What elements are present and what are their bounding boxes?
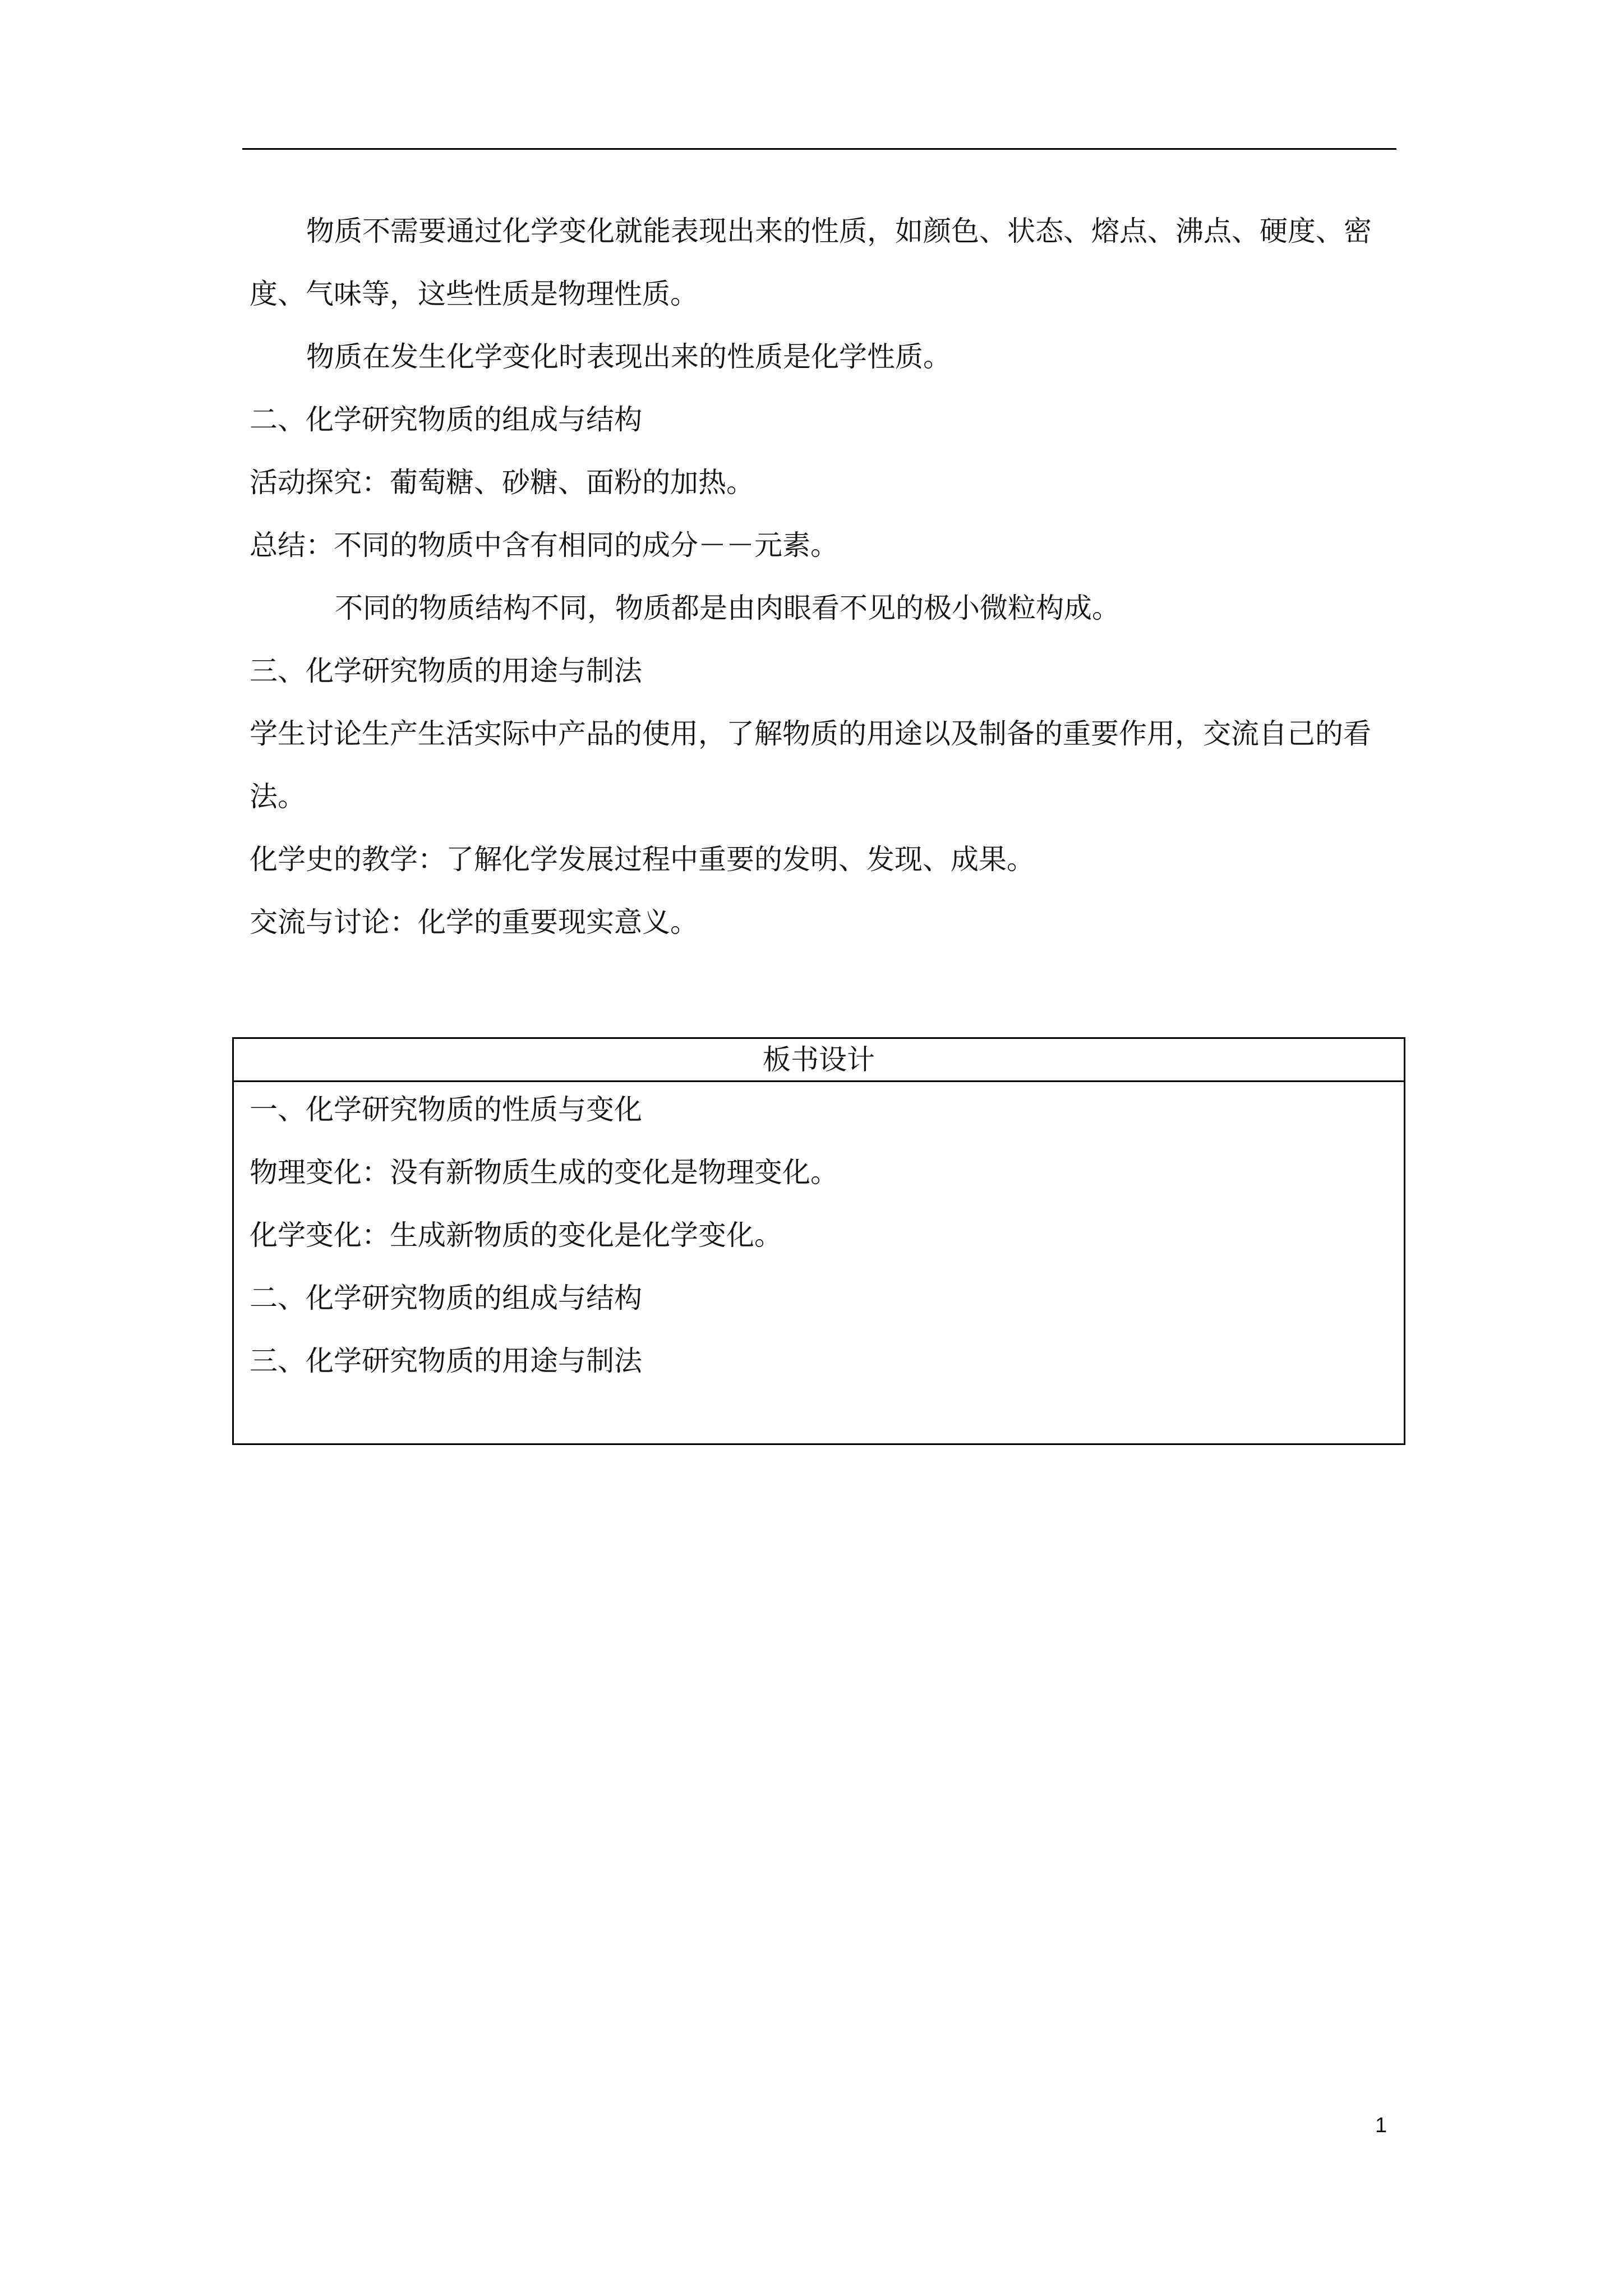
board-design-title: 板书设计 — [234, 1039, 1404, 1082]
paragraph-physical-properties: 物质不需要通过化学变化就能表现出来的性质，如颜色、状态、熔点、沸点、硬度、密 — [306, 215, 1372, 247]
paragraph-structure: 不同的物质结构不同，物质都是由肉眼看不见的极小微粒构成。 — [335, 592, 1120, 624]
page-number: 1 — [1375, 2114, 1387, 2137]
section-heading-uses: 三、化学研究物质的用途与制法 — [250, 655, 642, 687]
paragraph-chemical-properties: 物质在发生化学变化时表现出来的性质是化学性质。 — [306, 341, 951, 373]
paragraph-history: 化学史的教学：了解化学发展过程中重要的发明、发现、成果。 — [250, 843, 1035, 876]
board-design-table — [232, 1037, 1405, 1445]
board-line-composition: 二、化学研究物质的组成与结构 — [250, 1282, 642, 1314]
paragraph-physical-properties-cont: 度、气味等，这些性质是物理性质。 — [250, 278, 698, 310]
paragraph-summary: 总结：不同的物质中含有相同的成分－－元素。 — [250, 529, 838, 562]
board-line-chemical-change: 化学变化：生成新物质的变化是化学变化。 — [250, 1219, 782, 1251]
section-heading-composition: 二、化学研究物质的组成与结构 — [250, 403, 642, 436]
header-rule — [242, 148, 1396, 150]
paragraph-discussion-cont: 法。 — [250, 780, 306, 813]
board-line-properties: 一、化学研究物质的性质与变化 — [250, 1093, 642, 1126]
board-line-physical-change: 物理变化：没有新物质生成的变化是物理变化。 — [250, 1156, 838, 1189]
board-line-uses: 三、化学研究物质的用途与制法 — [250, 1345, 642, 1377]
paragraph-activity: 活动探究：葡萄糖、砂糖、面粉的加热。 — [250, 466, 754, 499]
paragraph-discussion: 学生讨论生产生活实际中产品的使用，了解物质的用途以及制备的重要作用，交流自己的看 — [250, 717, 1371, 750]
paragraph-exchange: 交流与讨论：化学的重要现实意义。 — [250, 906, 698, 938]
